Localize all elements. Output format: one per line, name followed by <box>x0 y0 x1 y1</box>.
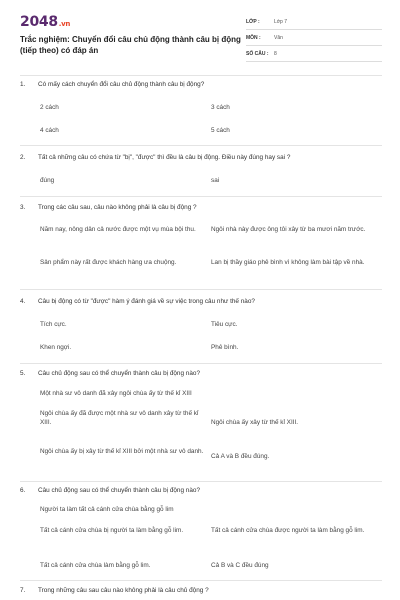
question-6 <box>20 486 382 495</box>
question-text <box>20 80 382 89</box>
answer-option[interactable]: 2 cách <box>40 104 59 111</box>
meta-value: Lớp 7 <box>274 18 288 25</box>
answer-option[interactable]: sai <box>211 177 220 184</box>
question-number: 5. <box>20 370 26 377</box>
question-divider <box>20 580 382 581</box>
answer-option[interactable]: 3 cách <box>211 104 230 111</box>
question-body: Trong những câu sau câu nào không phải là câu chủ động ? <box>38 587 209 594</box>
question-2 <box>20 153 382 162</box>
question-4 <box>20 297 382 306</box>
meta-key: MÔN : <box>246 34 261 41</box>
page-title: Trắc nghiệm: Chuyển đổi câu chủ động thành câu bị động (tiếp theo) có đáp án <box>20 35 241 55</box>
answer-option[interactable]: Sản phẩm này rất được khách hàng ưa chuộng. <box>40 259 177 266</box>
question-divider <box>20 289 382 290</box>
meta-value: 8 <box>274 50 277 57</box>
question-body: Tất cả những câu có chứa từ "bị", "được" thì đều là câu bị động. Điều này đúng hay sai ? <box>38 154 291 161</box>
question-text <box>20 586 382 595</box>
question-body: Câu bị động có từ "được" hàm ý đánh giá về sự việc trong câu như thế nào? <box>38 298 255 305</box>
answer-option[interactable]: Năm nay, nông dân cả nước được một vụ mùa bội thu. <box>40 226 196 233</box>
answer-option[interactable]: Ngôi chùa ấy xây từ thế kỉ XIII. <box>211 419 299 426</box>
page-header <box>20 14 382 64</box>
answer-option[interactable]: 4 cách <box>40 127 59 134</box>
question-text <box>20 369 382 378</box>
answer-option[interactable]: đúng <box>40 177 55 184</box>
question-body: Câu chủ động sau có thể chuyển thành câu bị động nào? <box>38 370 201 377</box>
meta-row-subject <box>246 30 382 46</box>
logo-suffix: .vn <box>58 20 71 28</box>
question-prompt: Một nhà sư vô danh đã xây ngôi chùa ấy từ thế kỉ XIII <box>40 390 192 397</box>
meta-key: SỐ CÂU : <box>246 50 269 57</box>
answer-option[interactable]: Ngôi chùa ấy đã được một nhà sư vô danh xây từ thế kỉ XIII. <box>40 410 199 426</box>
question-divider <box>20 481 382 482</box>
question-number: 1. <box>20 81 26 88</box>
meta-table <box>246 14 382 62</box>
answer-option[interactable]: Lan bị thầy giáo phê bình vì không làm bài tập về nhà. <box>211 259 365 266</box>
answer-option[interactable]: Ngôi chùa ấy bị xây từ thế kỉ XIII bởi một nhà sư vô danh. <box>40 448 204 455</box>
site-logo[interactable] <box>20 14 70 30</box>
meta-row-class <box>246 14 382 30</box>
answer-option[interactable]: Tích cực. <box>40 321 67 328</box>
logo-text: 2048 <box>20 14 58 30</box>
question-number: 6. <box>20 487 26 494</box>
question-text <box>20 153 382 162</box>
question-divider <box>20 75 382 76</box>
meta-row-count <box>246 46 382 62</box>
question-prompt: Người ta làm tất cả cánh cửa chùa bằng gỗ lim <box>40 506 174 513</box>
answer-option[interactable]: Tất cả cánh cửa chùa làm bằng gỗ lim. <box>40 562 151 569</box>
question-text <box>20 203 382 212</box>
meta-value: Văn <box>274 34 283 41</box>
answer-option[interactable]: Tất cả cánh cửa chùa bị người ta làm bằng gỗ lim. <box>40 527 184 534</box>
meta-key: LỚP : <box>246 18 260 25</box>
question-1 <box>20 80 382 89</box>
question-body: Trong các câu sau, câu nào không phải là câu bị động ? <box>38 204 197 211</box>
question-number: 2. <box>20 154 26 161</box>
answer-option[interactable]: Tiêu cực. <box>211 321 238 328</box>
question-text <box>20 297 382 306</box>
question-number: 4. <box>20 298 26 305</box>
question-number: 7. <box>20 587 26 594</box>
answer-option[interactable]: Ngôi nhà này được ông tôi xây từ ba mươi năm trước. <box>211 226 366 233</box>
question-divider <box>20 196 382 197</box>
answer-option[interactable]: Tất cả cánh cửa chùa được người ta làm bằng gỗ lim. <box>211 527 365 534</box>
question-divider <box>20 363 382 364</box>
question-divider <box>20 145 382 146</box>
question-7 <box>20 586 382 595</box>
answer-option[interactable]: Cả B và C đều đúng <box>211 562 269 569</box>
question-body: Có mấy cách chuyển đổi câu chủ động thành câu bị động? <box>38 81 205 88</box>
answer-option[interactable]: Phê bình. <box>211 344 239 351</box>
answer-option[interactable]: Cả A và B đều đúng. <box>211 453 270 460</box>
question-5 <box>20 369 382 378</box>
question-body: Câu chủ động sau có thể chuyển thành câu bị động nào? <box>38 487 201 494</box>
answer-option[interactable]: 5 cách <box>211 127 230 134</box>
answer-option[interactable]: Khen ngợi. <box>40 344 72 351</box>
question-text <box>20 486 382 495</box>
question-number: 3. <box>20 204 26 211</box>
question-3 <box>20 203 382 212</box>
